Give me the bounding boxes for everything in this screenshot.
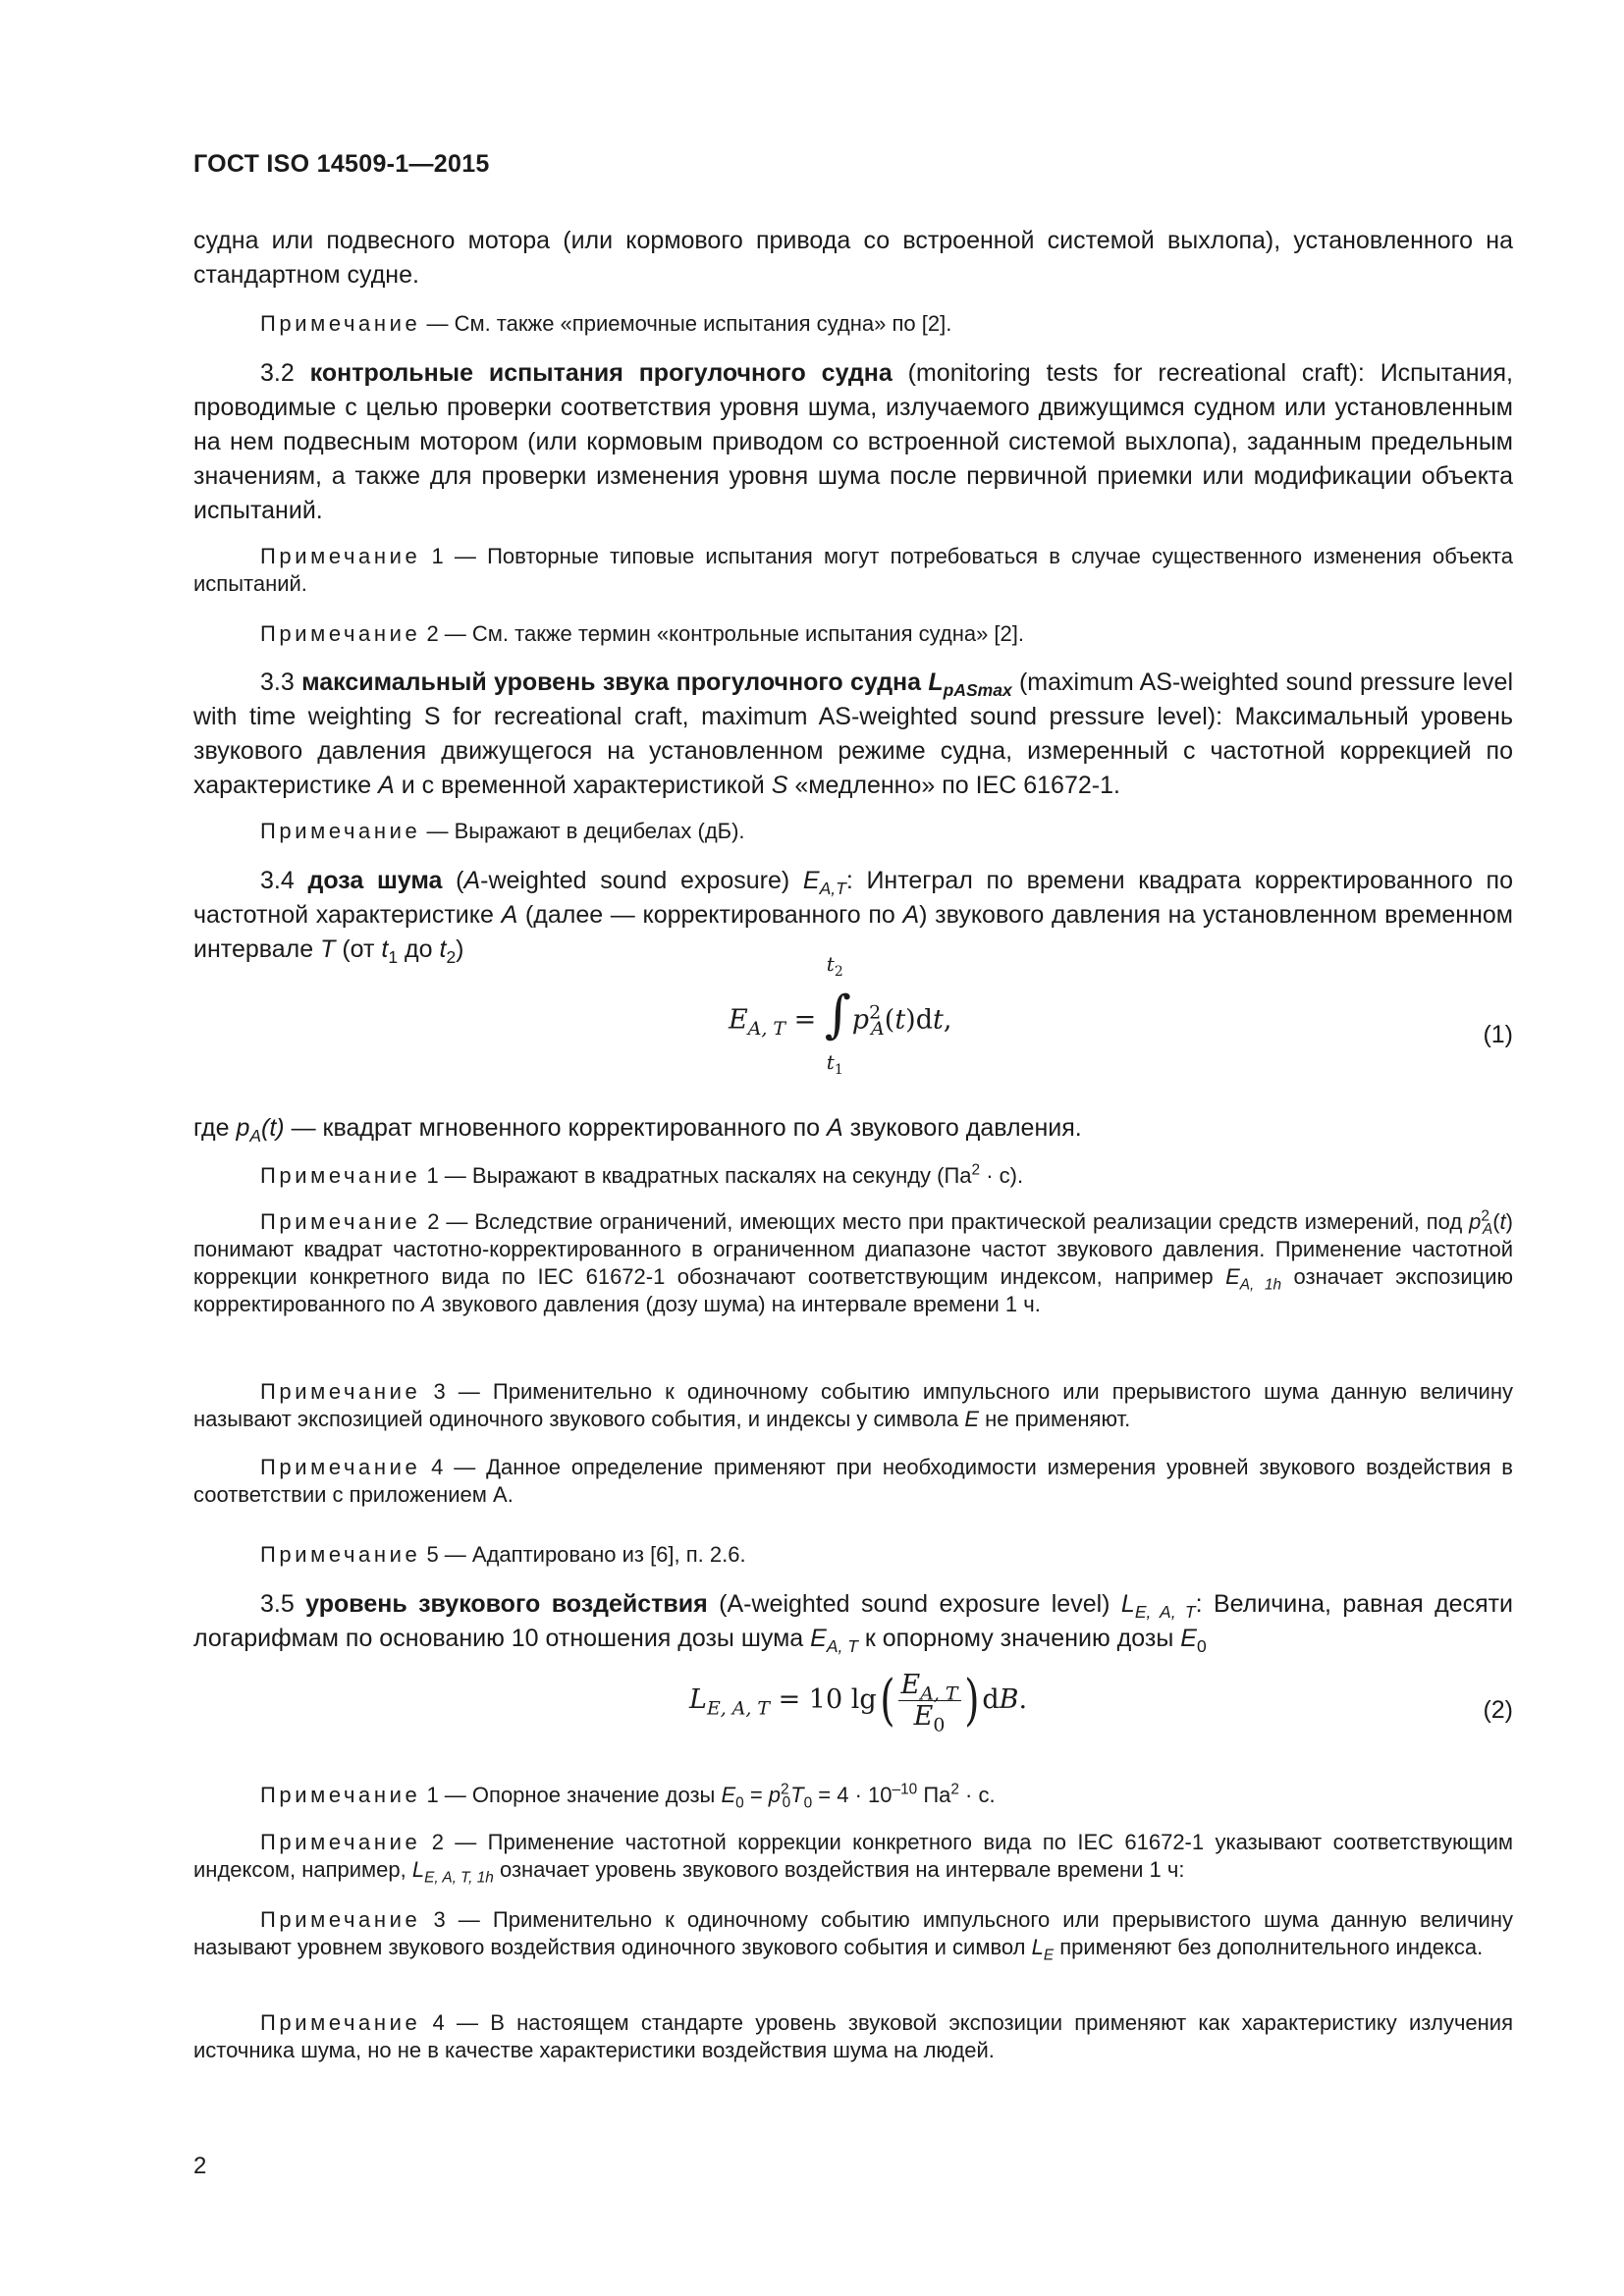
definition-3-2: 3.2 контрольные испытания прогулочного судна (monitoring tests for recreational craft): Испытания, проводимые с целью проверки соответствия уровня шума, излучаемого движущимся судном или установленным на нем подвесным мотором (или кормовым приводом со встроенной системой выхлопа), заданным предельным значениям, а также для проверки изменения уровня шума после первичной приемки или модификации объекта испытаний. [193,359,1514,524]
document-header: ГОСТ ISO 14509-1—2015 [193,150,490,178]
formula-2: $L_{E, A, T} = 10$ lg( $\frac{E_{A, T}}{E_0}$ ) dB. [689,1669,1028,1736]
formula-1-number: (1) [1483,1021,1513,1048]
where-clause: где $p_A(t)$ — квадрат мгновенного корректированного по A звукового давления. [193,1114,1082,1146]
note-3-4-1: Примечание 1 — Выражают в квадратных паскалях на секунду $(Па^2 \cdot с)$. [260,1161,1024,1188]
note-3-2-1: Примечание 1 — Повторные типовые испытания могут потребоваться в случае существенного изменения объекта испытаний. [193,544,1513,596]
note-3-5-2: Примечание 2 — Применение частотной коррекции конкретного вида по IEC 61672-1 указывают соответствующим индексом, например, $L_{E, A, T, 1h}$ означает уровень звукового воздействия на интервале времени 1 ч: [193,1830,1513,1887]
note-3-2-2: Примечание 2 — См. также термин «контрольные испытания судна» [2]. [260,621,1025,646]
term: максимальный уровень звука прогулочного судна [301,668,929,696]
note-label: Примечание [260,311,421,336]
page-number: 2 [193,2153,207,2179]
note-3-4-2: Примечание 2 — Вследствие ограничений, имеющих место при практической реализации средств измерений, под $p^2_A(t)$ понимают квадрат частотно-корректированного в ограниченном диапазоне частот звукового давления. Применение частотной коррекции конкретного вида по IEC 61672-1 обозначают соответствующим индексом, например $E_{A, 1h}$ означает экспозицию корректированного по A звукового давления (дозу шума) на интервале времени 1 ч. [193,1207,1514,1316]
formula-2-number: (2) [1483,1696,1513,1724]
term: контрольные испытания прогулочного судна [309,359,893,387]
note-3-5-1: Примечание 1 — Опорное значение дозы $E_0 = p^2_0T_0 = 4 \cdot 10^{-10}$ $Па^2 \cdot с$. [260,1781,996,1812]
note-3-5-3: Примечание 3 — Применительно к одиночному событию импульсного или прерывистого шума данную величину называют уровнем звукового воздействия одиночного звукового события и символ $L_E$ применяют без дополнительного индекса. [193,1907,1513,1964]
term: доза шума [307,867,443,894]
note-3-3: Примечание — Выражают в децибелах (дБ). [260,819,745,843]
intro-note: Примечание — См. также «приемочные испытания судна» по [2]. [260,311,952,336]
formula-1: $E_{A, T}$ = $t_2$ ∫ $t_1$ $p^2_A(t)dt$, [729,952,952,1078]
clause-number: 3.2 [260,359,310,387]
intro-paragraph: судна или подвесного мотора (или кормового привода со встроенной системой выхлопа), установленного на стандартном судне. [193,227,1513,289]
definition-3-4: 3.4 доза шума (A-weighted sound exposure) $E_{A,T}$: Интеграл по времени квадрата корректированного по частотной характеристике A (далее — корректированного по A) звукового давления на установленном временном интервале T (от $t_1$ до $t_2$) [193,867,1513,967]
note-3-4-5: Примечание 5 — Адаптировано из [6], п. 2.6. [260,1542,746,1567]
note-3-4-4: Примечание 4 — Данное определение применяют при необходимости измерения уровней звукового воздействия в соответствии с приложением А. [193,1455,1513,1507]
definition-3-3: 3.3 максимальный уровень звука прогулочного судна $L_{pASmax}$ (maximum AS-weighted sound pressure level with time weighting S for recreational craft, maximum AS-weighted sound pressure level): Максимальный уровень звукового давления движущегося на установленном режиме судна, измеренный с частотной коррекцией по характеристике A и с временной характеристикой S «медленно» по IEC 61672-1. [193,668,1514,799]
note-3-5-4: Примечание 4 — В настоящем стандарте уровень звуковой экспозиции применяют как характеристику излучения источника шума, но не в качестве характеристики воздействия шума на людей. [193,2010,1513,2062]
term: уровень звукового воздействия [305,1590,708,1618]
definition-3-5: 3.5 уровень звукового воздействия (A-weighted sound exposure level) $L_{E, A, T}$: Величина, равная десяти логарифмам по основанию 10 отношения дозы шума $E_{A, T}$ к опорному значению дозы $E_0$ [193,1590,1514,1656]
note-3-4-3: Примечание 3 — Применительно к одиночному событию импульсного или прерывистого шума данную величину называют экспозицией одиночного звукового события, и индексы у символа E не применяют. [193,1379,1513,1431]
